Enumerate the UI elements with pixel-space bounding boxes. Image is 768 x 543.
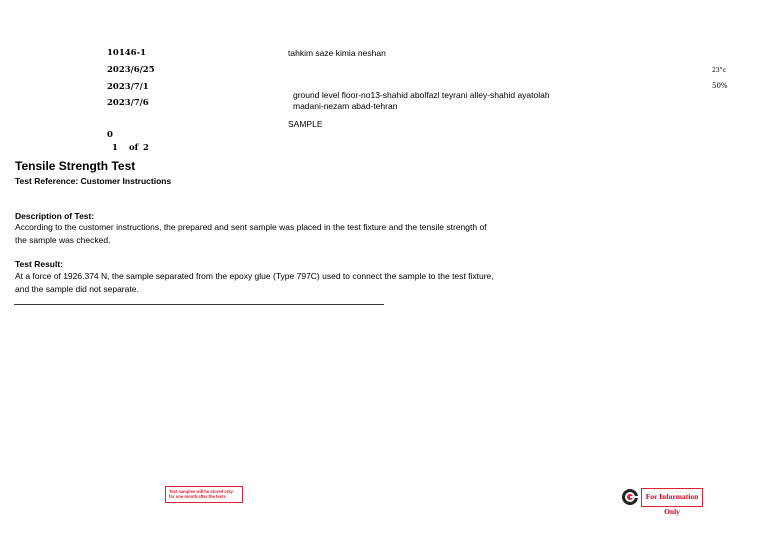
zero-value: 0 <box>107 130 113 140</box>
date-tested: 2023/7/1 <box>107 82 149 92</box>
description-text: According to the customer instructions, the prepared and sent sample was placed in the test fixture and the tensile strength of the sample was checked. <box>15 222 487 245</box>
date-issued: 2023/7/6 <box>107 98 149 108</box>
test-reference: Test Reference: Customer Instructions <box>15 176 172 186</box>
report-number: 10146-1 <box>107 48 147 58</box>
result-heading: Test Result: <box>15 259 64 269</box>
for-information-only-label: For Information Only <box>641 488 703 507</box>
page-of: of <box>129 143 139 153</box>
sample-label: SAMPLE <box>288 119 323 129</box>
result-text: At a force of 1926.374 N, the sample separated from the epoxy glue (Type 797C) used to connect the sample to the test fixture, and the sample did not separate. <box>15 271 494 294</box>
description-heading: Description of Test: <box>15 211 95 221</box>
temperature: 23°c <box>712 67 726 74</box>
page-total: 2 <box>143 143 149 153</box>
page-number: 1 <box>112 143 118 153</box>
customer-address-line2: madani-nezam abad-tehran <box>293 101 398 111</box>
humidity: 50% <box>712 82 728 90</box>
section-divider <box>14 304 384 305</box>
stamp-line-1: Test samples will be stored only <box>169 489 233 494</box>
test-title: Tensile Strength Test <box>15 159 136 173</box>
stamp-line-2: for one month after the tests <box>169 494 226 499</box>
storage-notice-stamp <box>165 486 243 503</box>
customer-address-line1: ground level floor-no13-shahid abolfazl teyrani alley-shahid ayatolah <box>293 90 550 100</box>
lab-logo-icon <box>621 488 639 506</box>
date-received: 2023/6/25 <box>107 65 155 75</box>
customer-name: tahkim saze kimia neshan <box>288 48 386 58</box>
